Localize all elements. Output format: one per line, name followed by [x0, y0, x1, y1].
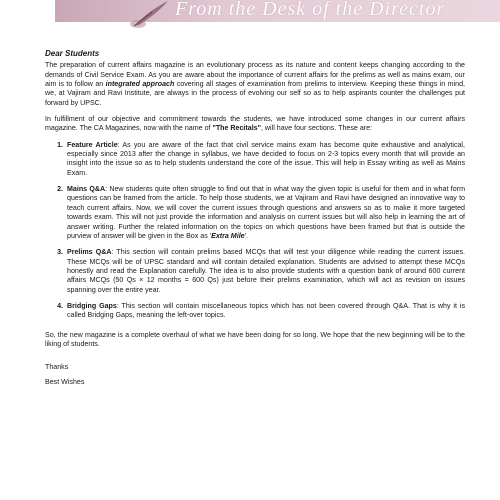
- salutation: Dear Students: [45, 49, 100, 58]
- section-title: Prelims Q&A: [67, 248, 112, 257]
- section-body-tail: '.: [244, 231, 248, 240]
- changes-text-2: , will have four sections. These are:: [260, 124, 373, 133]
- quill-pen-icon: [130, 0, 170, 30]
- changes-text-1: In fulfillment of our objective and commitment towards the students, we have introduced some changes in our current affairs magazine. The CA Magazines, now with the name of: [45, 115, 465, 133]
- banner-title: From the Desk of the Director: [175, 0, 446, 20]
- changes-paragraph: [45, 115, 465, 134]
- sign-off-line: Best Wishes: [45, 377, 85, 386]
- section-title: Bridging Gaps: [67, 301, 117, 310]
- intro-text-2: covering all stages of examination from prelims to interview. Keeping these things in mind, we, at Vajiram and Ravi Institute, are always in the process of evolving our self so as to help aspirants counter the challenges put forward by UPSC.: [45, 80, 465, 107]
- sections-list: [45, 141, 465, 321]
- magazine-name: "The Recitals": [212, 124, 261, 133]
- list-item: [65, 248, 465, 295]
- section-body: : As you are aware of the fact that civil service mains exam has become quite exhaustive and analytical, especially since 2013 after the change in syllabus, we have decided to focus on 2-3 topics every month that will provide an insight into the issue so as to help students understand the core of the issue. This will help in Essay writing as well as Mains Exam.: [67, 140, 465, 177]
- letter-body: [45, 49, 465, 387]
- section-body: : New students quite often struggle to find out that in what way the given topic is useful for them and in what form questions can be framed from the article. To help those students, we at Vajiram and Ravi have designed an innovative way to teach current affairs. Now, we will cover the current issues through questions and answers so as to make it more targeted towards exam. This will not just provide the information and analysis on current issues but will also help in learning the art of answer writing. Further the related information on the topics on which questions have been framed but that is outside the purview of answer will be given in the Box as ': [67, 185, 465, 240]
- integrated-approach-emphasis: integrated approach: [105, 80, 175, 89]
- letterhead-banner: [0, 0, 500, 30]
- list-item: [65, 185, 465, 241]
- thanks-line: Thanks: [45, 363, 69, 372]
- intro-text-1: The preparation of current affairs magazine is an evolutionary process as its nature and content keeps changing according to the demands of Civil Service Exam. As you are aware about the importance of current affairs for the prelims as well as mains exam, our aim is to follow an: [45, 61, 465, 89]
- section-title: Mains Q&A: [67, 185, 106, 194]
- list-item: [65, 141, 465, 178]
- conclusion-paragraph: So, the new magazine is a complete overhaul of what we have been doing for so long. We hope that the new beginning will be to the liking of students.: [45, 330, 465, 348]
- extra-mile-emphasis: Extra Mile: [211, 231, 245, 240]
- section-body: : This section will contain miscellaneous topics which has not been covered through Q&A. That is why it is called Bridging Gaps, meaning the left-over topics.: [67, 301, 465, 320]
- list-item: [65, 302, 465, 321]
- section-title: Feature Article: [67, 140, 118, 149]
- intro-paragraph: [45, 61, 465, 108]
- section-body: : This section will contain prelims based MCQs that will test your diligence while reading the current issues. These MCQs will be of UPSC standard and will contain detailed explanation. Students are advised to attempt these MCQs honestly and read the Explanation carefully. The idea is to also provide students with a question bank of around 600 current affairs MCQs (50 Qs × 12 months = 600 Qs) just before their prelims examination, which will act as revision on issues spanning over the entire year.: [67, 248, 466, 294]
